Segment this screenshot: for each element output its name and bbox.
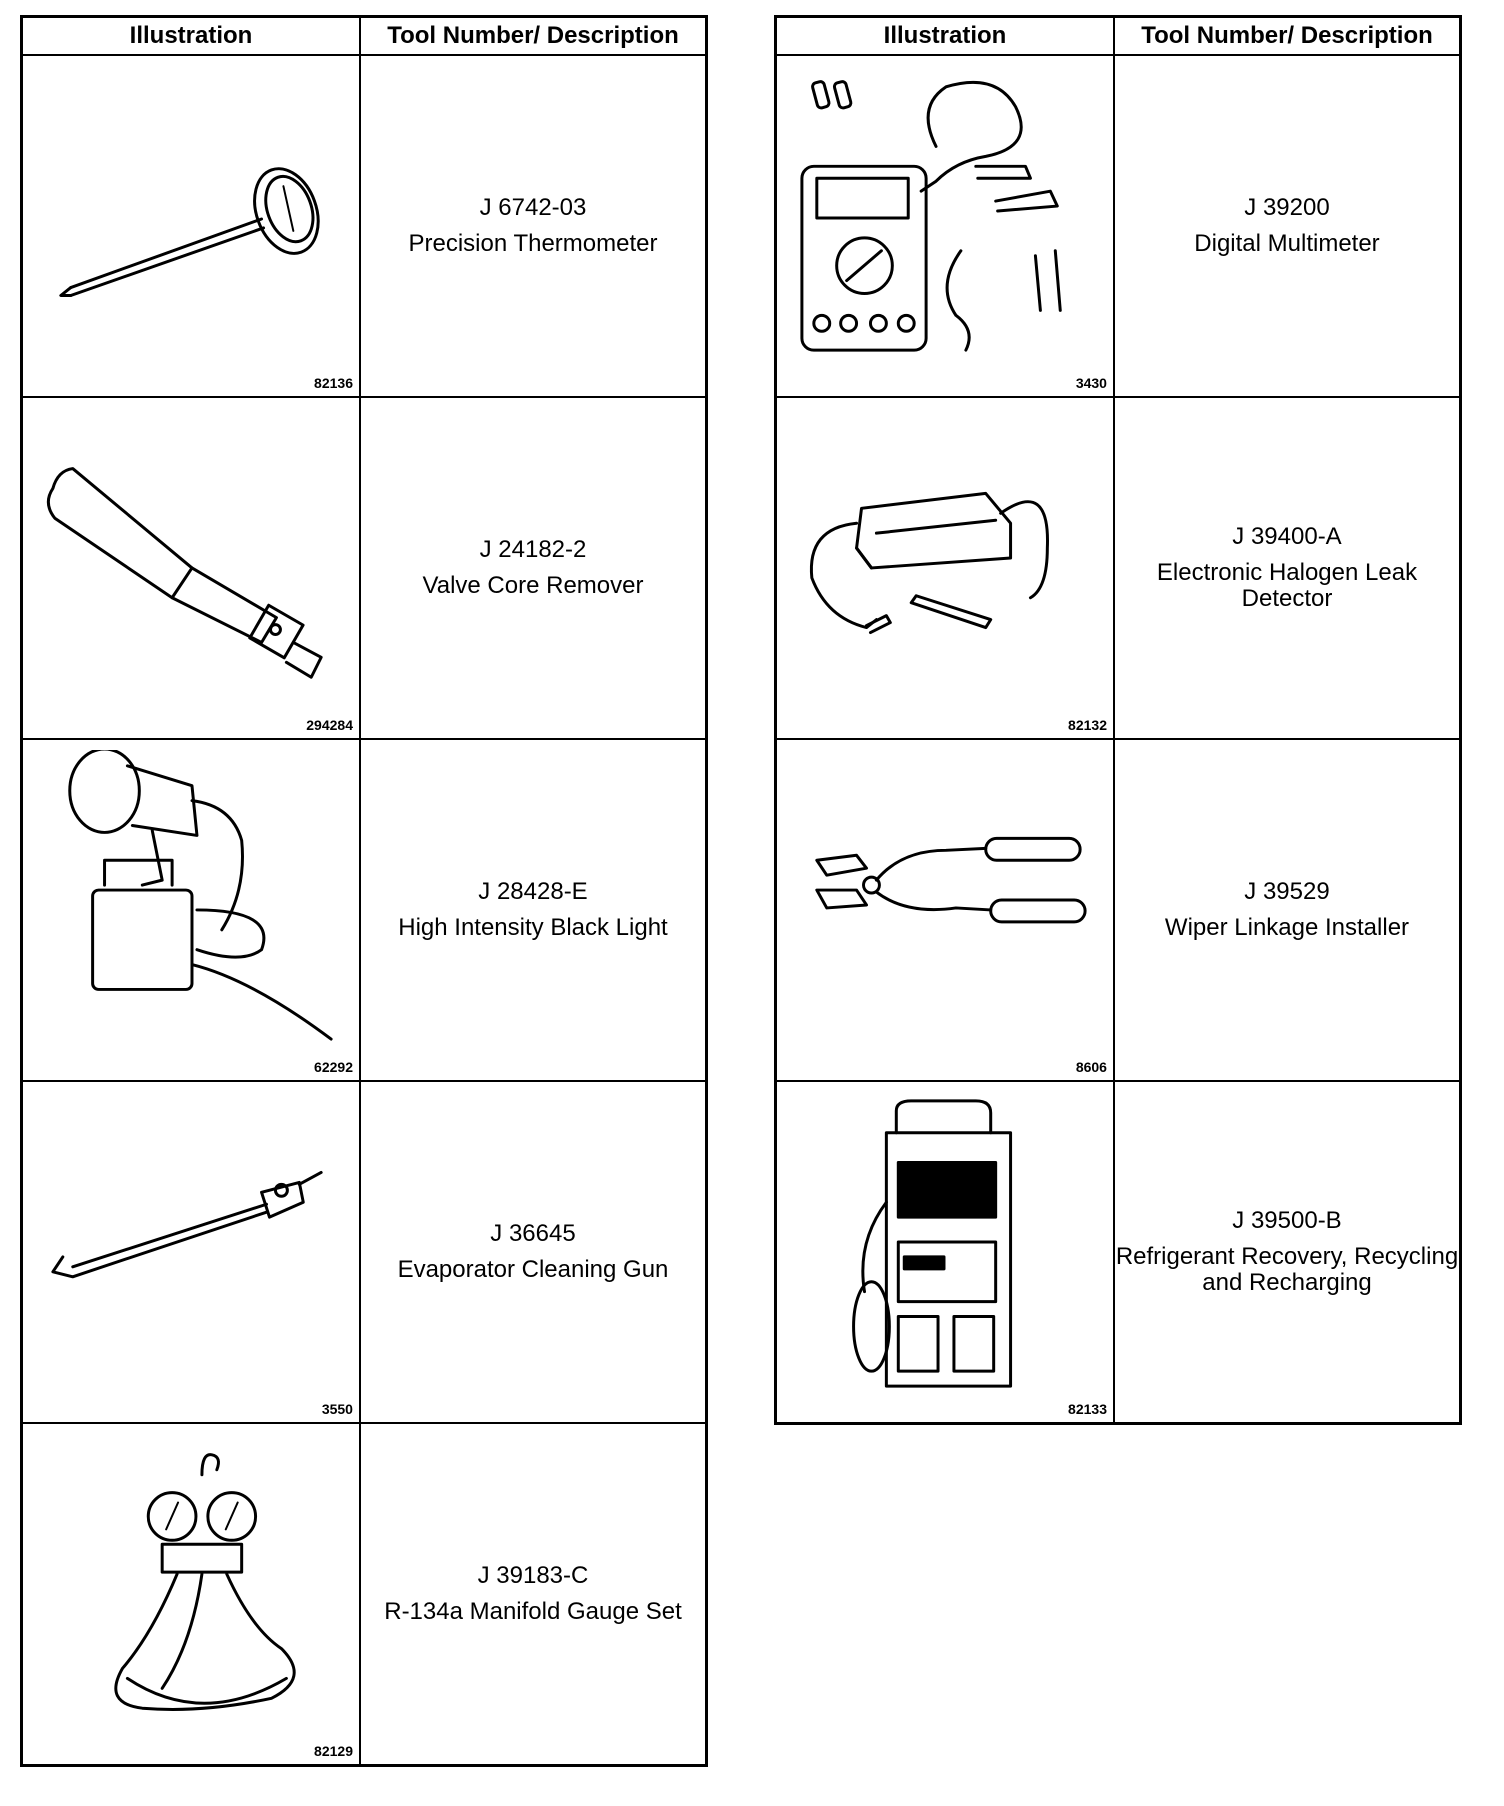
- tool-description: High Intensity Black Light: [398, 914, 668, 941]
- figure-number: 82133: [1068, 1401, 1107, 1417]
- tool-description: Digital Multimeter: [1194, 230, 1380, 257]
- manifold-gauge-icon: [33, 1434, 349, 1734]
- table-row: [22, 55, 707, 397]
- tool-description-cell: [360, 55, 707, 397]
- table-row: [776, 55, 1461, 397]
- figure-number: 62292: [314, 1059, 353, 1075]
- table-row: [22, 739, 707, 1081]
- tool-description: R-134a Manifold Gauge Set: [384, 1598, 682, 1625]
- illustration-cell: [22, 397, 360, 739]
- tool-number: J 28428-E: [478, 878, 588, 905]
- figure-number: 82132: [1068, 717, 1107, 733]
- tool-description: Evaporator Cleaning Gun: [397, 1256, 669, 1283]
- valve-core-remover-icon: [33, 408, 349, 708]
- tool-number: J 39200: [1244, 194, 1330, 221]
- tool-description: Precision Thermometer: [408, 230, 658, 257]
- tool-number: J 39183-C: [477, 1562, 589, 1589]
- illustration-cell: [776, 739, 1114, 1081]
- illustration-cell: [776, 1081, 1114, 1424]
- black-light-icon: [33, 750, 349, 1050]
- figure-number: 82136: [314, 375, 353, 391]
- illustration-cell: [22, 1081, 360, 1423]
- illustration-cell: [776, 55, 1114, 397]
- tool-number: J 24182-2: [479, 536, 587, 563]
- table-row: [776, 397, 1461, 739]
- table-row: [22, 1423, 707, 1766]
- table-row: [776, 1081, 1461, 1424]
- cleaning-gun-icon: [33, 1092, 349, 1392]
- recovery-station-icon: [787, 1092, 1103, 1392]
- leak-detector-icon: [787, 408, 1103, 708]
- tool-number: J 36645: [490, 1220, 576, 1247]
- multimeter-icon: [787, 66, 1103, 366]
- table-header-row: [776, 17, 1461, 56]
- tool-description: Electronic Halogen Leak Detector: [1156, 559, 1418, 612]
- illustration-cell: [22, 739, 360, 1081]
- tool-description-cell: [360, 397, 707, 739]
- tool-number: J 6742-03: [479, 194, 587, 221]
- tool-number: J 39500-B: [1232, 1207, 1342, 1234]
- tool-description-cell: [360, 1423, 707, 1766]
- thermometer-icon: [33, 66, 349, 366]
- figure-number: 3550: [321, 1401, 353, 1417]
- tool-description-cell: [1114, 739, 1461, 1081]
- illustration-header: Illustration: [776, 17, 1114, 56]
- tool-description-cell: [360, 739, 707, 1081]
- figure-number: 3430: [1075, 375, 1107, 391]
- table-header-row: [22, 17, 707, 56]
- tool-description-cell: [360, 1081, 707, 1423]
- table-row: [776, 739, 1461, 1081]
- tool-number: J 39400-A: [1232, 523, 1342, 550]
- tool-description-cell: [1114, 397, 1461, 739]
- tool-description: Valve Core Remover: [422, 572, 644, 599]
- illustration-cell: [776, 397, 1114, 739]
- figure-number: 82129: [314, 1743, 353, 1759]
- tool-description-header: Tool Number/ Description: [1114, 17, 1461, 56]
- tool-description-header: Tool Number/ Description: [360, 17, 707, 56]
- figure-number: 8606: [1075, 1059, 1107, 1075]
- illustration-cell: [22, 55, 360, 397]
- special-tools-table-right: [774, 15, 1462, 1425]
- tool-description: Refrigerant Recovery, Recycling and Recharging: [1115, 1243, 1459, 1296]
- special-tools-table-left: [20, 15, 708, 1767]
- wiper-installer-icon: [787, 750, 1103, 1050]
- tool-description: Wiper Linkage Installer: [1164, 914, 1410, 941]
- tool-description-cell: [1114, 55, 1461, 397]
- illustration-cell: [22, 1423, 360, 1766]
- table-row: [22, 1081, 707, 1423]
- table-row: [22, 397, 707, 739]
- tool-number: J 39529: [1244, 878, 1330, 905]
- illustration-header: Illustration: [22, 17, 360, 56]
- tool-description-cell: [1114, 1081, 1461, 1424]
- figure-number: 294284: [306, 717, 353, 733]
